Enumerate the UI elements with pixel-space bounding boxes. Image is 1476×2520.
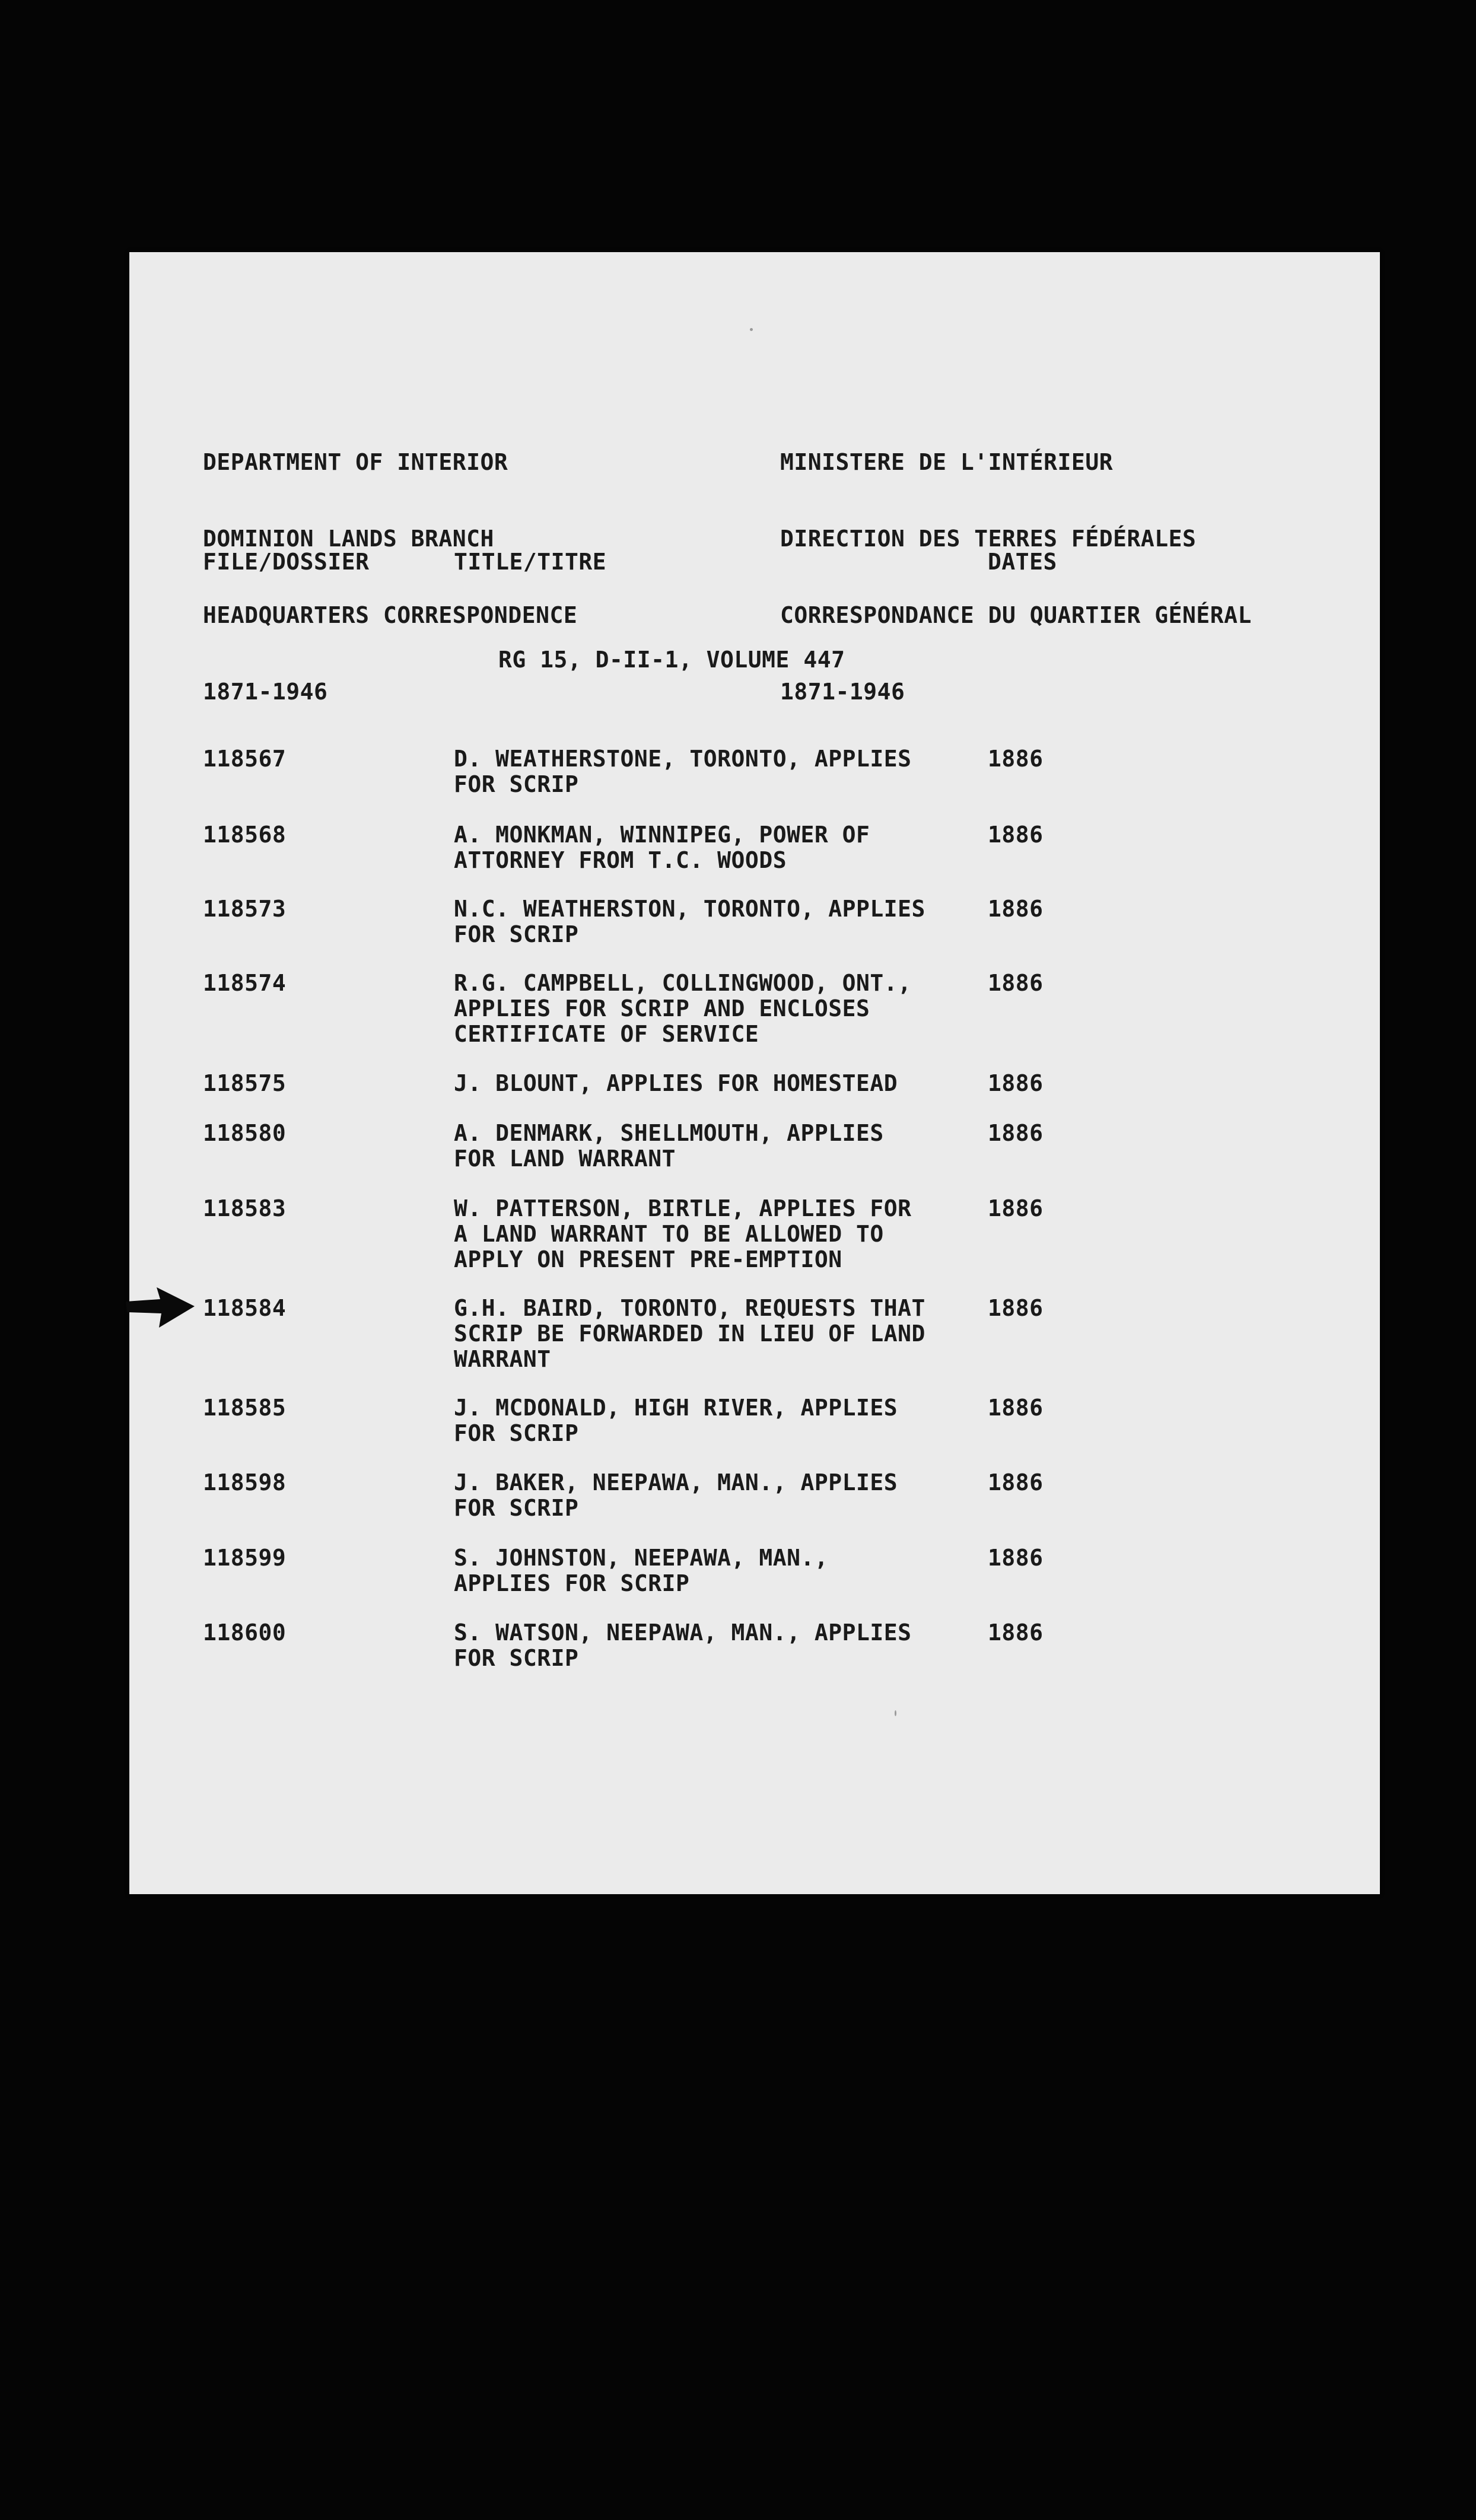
- file-number: 118584: [203, 1295, 287, 1321]
- entry-title-line: J. MCDONALD, HIGH RIVER, APPLIES: [454, 1395, 898, 1421]
- entry-title: [454, 1196, 976, 1272]
- entry-date: 1886: [988, 822, 1044, 848]
- entry-date: 1886: [988, 1395, 1044, 1421]
- header-line: 1871-1946: [203, 679, 328, 705]
- file-number: 118600: [203, 1619, 287, 1646]
- file-number: 118598: [203, 1469, 287, 1496]
- entry-title: [454, 1620, 976, 1671]
- header-line: DOMINION LANDS BRANCH: [203, 526, 494, 552]
- entry-title-line: ATTORNEY FROM T.C. WOODS: [454, 847, 787, 873]
- entry-date: 1886: [988, 970, 1044, 996]
- entry-title-line: FOR SCRIP: [454, 1645, 579, 1671]
- entry-title-line: S. WATSON, NEEPAWA, MAN., APPLIES: [454, 1619, 912, 1646]
- entry-date: 1886: [988, 896, 1044, 922]
- entry-title-line: G.H. BAIRD, TORONTO, REQUESTS THAT: [454, 1295, 925, 1321]
- entry-date: 1886: [988, 1195, 1044, 1221]
- entry-title-line: APPLIES FOR SCRIP AND ENCLOSES: [454, 995, 870, 1022]
- volume-heading: RG 15, D-II-1, VOLUME 447: [498, 647, 845, 673]
- entry-title-line: APPLY ON PRESENT PRE-EMPTION: [454, 1246, 842, 1272]
- file-number: 118583: [203, 1195, 287, 1221]
- entry-title-line: A. MONKMAN, WINNIPEG, POWER OF: [454, 822, 870, 848]
- header-line: DIRECTION DES TERRES FÉDÉRALES: [780, 526, 1197, 552]
- entry-title: [454, 1121, 976, 1172]
- file-number: 118580: [203, 1120, 287, 1146]
- entry-title-line: A. DENMARK, SHELLMOUTH, APPLIES: [454, 1120, 884, 1146]
- entry-title-line: FOR SCRIP: [454, 1495, 579, 1521]
- column-header-file: FILE/DOSSIER: [203, 549, 370, 575]
- header-line: MINISTERE DE L'INTÉRIEUR: [780, 449, 1114, 475]
- pointer-arrow-icon: [126, 1284, 197, 1331]
- entry-title-line: D. WEATHERSTONE, TORONTO, APPLIES: [454, 746, 912, 772]
- column-header-dates: DATES: [988, 549, 1057, 575]
- entry-title-line: R.G. CAMPBELL, COLLINGWOOD, ONT.,: [454, 970, 912, 996]
- entry-title-line: SCRIP BE FORWARDED IN LIEU OF LAND: [454, 1321, 925, 1347]
- entry-title-line: N.C. WEATHERSTON, TORONTO, APPLIES: [454, 896, 925, 922]
- entry-title: [454, 1545, 976, 1596]
- file-number: 118573: [203, 896, 287, 922]
- entry-title-line: J. BLOUNT, APPLIES FOR HOMESTEAD: [454, 1070, 898, 1096]
- entry-title-line: FOR SCRIP: [454, 1420, 579, 1446]
- entry-title-line: CERTIFICATE OF SERVICE: [454, 1021, 759, 1047]
- entry-title-line: FOR SCRIP: [454, 921, 579, 947]
- entry-date: 1886: [988, 1545, 1044, 1571]
- column-header-title: TITLE/TITRE: [454, 549, 607, 575]
- entry-title-line: J. BAKER, NEEPAWA, MAN., APPLIES: [454, 1469, 898, 1496]
- header-english: [203, 399, 577, 756]
- entry-title-line: FOR SCRIP: [454, 771, 579, 797]
- entry-title: [454, 746, 976, 797]
- entry-title-line: W. PATTERSON, BIRTLE, APPLIES FOR: [454, 1195, 912, 1221]
- file-number: 118599: [203, 1545, 287, 1571]
- paper-speck: [895, 1710, 896, 1716]
- entry-date: 1886: [988, 1619, 1044, 1646]
- entry-title: [454, 1395, 976, 1446]
- entry-date: 1886: [988, 1120, 1044, 1146]
- entry-title-line: FOR LAND WARRANT: [454, 1146, 676, 1172]
- document-page: [129, 252, 1380, 1894]
- entry-date: 1886: [988, 1469, 1044, 1496]
- header-line: DEPARTMENT OF INTERIOR: [203, 449, 508, 475]
- file-number: 118568: [203, 822, 287, 848]
- entry-title: [454, 1296, 976, 1372]
- entry-title-line: A LAND WARRANT TO BE ALLOWED TO: [454, 1221, 884, 1247]
- header-french: [780, 399, 1252, 756]
- entry-title: [454, 822, 976, 873]
- entry-title: [454, 1071, 976, 1096]
- file-number: 118567: [203, 746, 287, 772]
- header-line: HEADQUARTERS CORRESPONDENCE: [203, 602, 578, 628]
- entry-title-line: S. JOHNSTON, NEEPAWA, MAN.,: [454, 1545, 829, 1571]
- header-line: CORRESPONDANCE DU QUARTIER GÉNÉRAL: [780, 602, 1252, 628]
- entry-title: [454, 971, 976, 1047]
- entry-title-line: APPLIES FOR SCRIP: [454, 1570, 690, 1596]
- entry-date: 1886: [988, 746, 1044, 772]
- entry-date: 1886: [988, 1295, 1044, 1321]
- entry-date: 1886: [988, 1070, 1044, 1096]
- paper-speck: [750, 328, 753, 331]
- header-line: 1871-1946: [780, 679, 905, 705]
- file-number: 118585: [203, 1395, 287, 1421]
- entry-title-line: WARRANT: [454, 1346, 551, 1372]
- entry-title: [454, 896, 976, 947]
- file-number: 118574: [203, 970, 287, 996]
- entry-title: [454, 1470, 976, 1521]
- file-number: 118575: [203, 1070, 287, 1096]
